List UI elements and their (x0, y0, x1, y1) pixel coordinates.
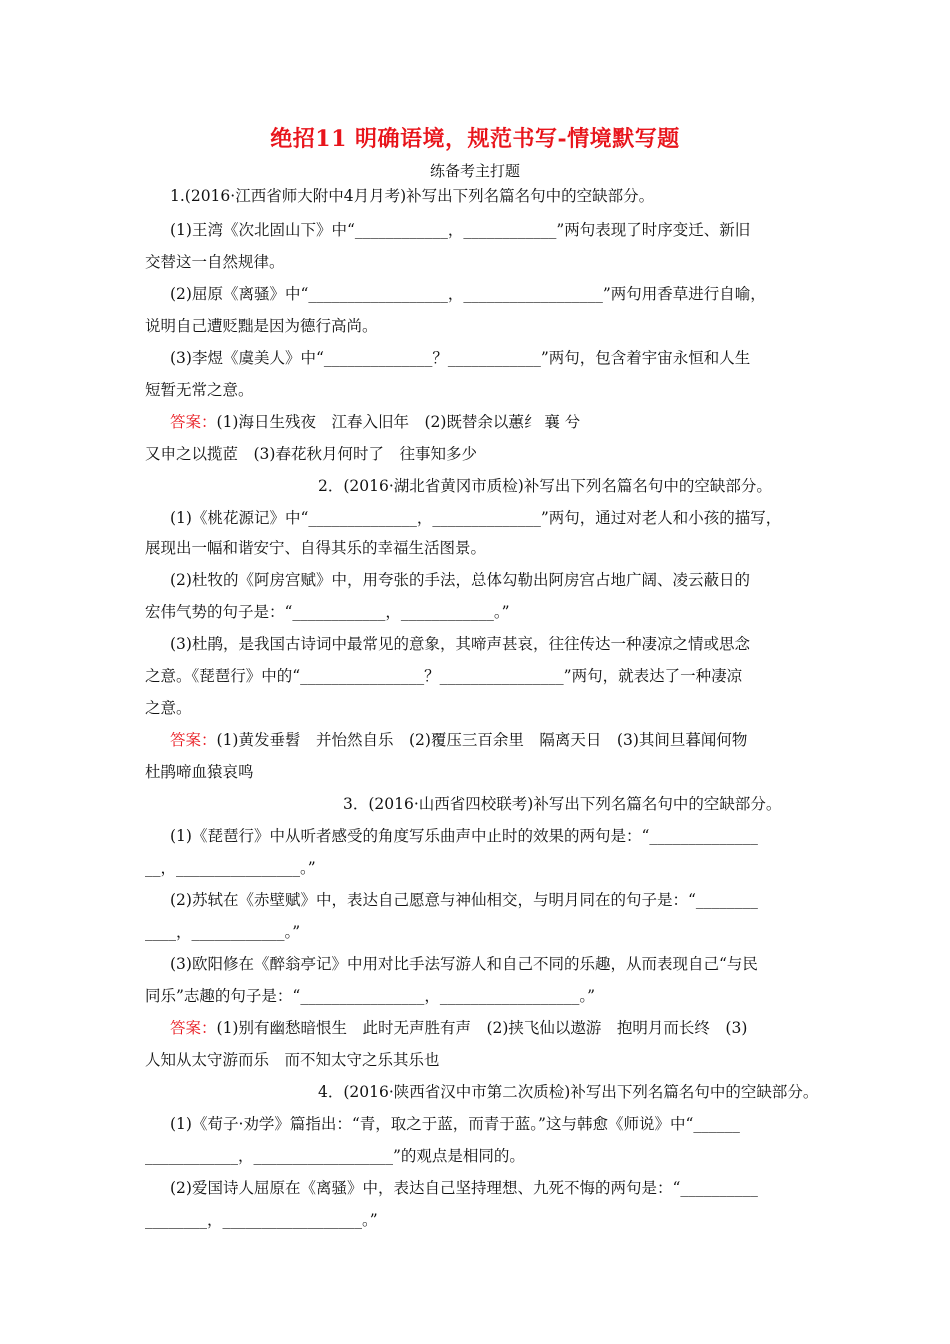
q3-answer-line2: 人知从太守游而乐 而不知太守之乐其乐也 (145, 1051, 440, 1069)
answer-label: 答案： (170, 1019, 217, 1037)
q3-part3-line1: (3)欧阳修在《醉翁亭记》中用对比手法写游人和自己不同的乐趣，从而表现自己“与民 (170, 955, 758, 973)
q1-answer-text: (1)海日生残夜 江春入旧年 (2)既替余以蕙纟 襄 兮 (216, 413, 581, 431)
q3-part1-line2: __，________________。” (145, 859, 316, 877)
page-title: 绝招11 明确语境，规范书写-情境默写题 (270, 126, 680, 152)
answer-label: 答案： (170, 731, 217, 749)
q1-part1-line2: 交替这一自然规律。 (145, 253, 285, 271)
q3-part1-line1: (1)《琵琶行》中从听者感受的角度写乐曲声中止时的效果的两句是：“______________ (170, 827, 758, 845)
q2-answer-line1 (170, 730, 747, 750)
q2-answer-text: (1)黄发垂髫 并怡然自乐 (2)覆压三百余里 隔离天日 (3)其间旦暮闻何物 (216, 731, 748, 749)
q2-part3-line1: (3)杜鹃，是我国古诗词中最常见的意象，其啼声甚哀，往往传达一种凄凉之情或思念 (170, 635, 750, 653)
page-subtitle: 练备考主打题 (429, 162, 520, 180)
q2-stem: 2．(2016·湖北省黄冈市质检)补写出下列名篇名句中的空缺部分。 (318, 477, 772, 495)
q1-answer-line2: 又申之以揽茝 (3)春花秋月何时了 往事知多少 (145, 445, 477, 463)
q3-part2-line2: ____，____________。” (145, 923, 301, 941)
q1-part2-line1: (2)屈原《离骚》中“__________________，__________________”两句用香草进行自喻， (170, 285, 766, 303)
q2-part2-line1: (2)杜牧的《阿房宫赋》中，用夸张的手法，总体勾勒出阿房宫占地广阔、凌云蔽日的 (170, 571, 750, 589)
q3-stem: 3．(2016·山西省四校联考)补写出下列名篇名句中的空缺部分。 (343, 795, 782, 813)
q2-part1-line1: (1)《桃花源记》中“______________，______________”两句，通过对老人和小孩的描写， (170, 509, 782, 527)
q1-answer-line1 (170, 412, 580, 432)
q3-answer-text: (1)别有幽愁暗恨生 此时无声胜有声 (2)挟飞仙以遨游 抱明月而长终 (3) (216, 1019, 748, 1037)
q1-stem: 1.(2016·江西省师大附中4月月考)补写出下列名篇名句中的空缺部分。 (170, 187, 655, 205)
q4-part2-line1: (2)爱国诗人屈原在《离骚》中，表达自己坚持理想、九死不悔的两句是：“__________ (170, 1179, 758, 1197)
q4-part1-line2: ____________，__________________”的观点是相同的。 (145, 1147, 525, 1165)
q1-part2-line2: 说明自己遭贬黜是因为德行高尚。 (145, 317, 378, 335)
q3-answer-line1 (170, 1018, 747, 1038)
q2-part3-line3: 之意。 (145, 699, 192, 717)
q1-part3-line2: 短暂无常之意。 (145, 381, 254, 399)
answer-label: 答案： (170, 413, 217, 431)
q2-part2-line2: 宏伟气势的句子是：“____________，____________。” (145, 603, 510, 621)
q4-part1-line1: (1)《荀子·劝学》篇指出：“青，取之于蓝，而青于蓝。”这与韩愈《师说》中“______ (170, 1115, 740, 1133)
q1-part3-line1: (3)李煜《虞美人》中“______________？____________”两句，包含着宇宙永恒和人生 (170, 349, 751, 367)
q3-part2-line1: (2)苏轼在《赤壁赋》中，表达自己愿意与神仙相交，与明月同在的句子是：“________ (170, 891, 758, 909)
q1-part1-line1: (1)王湾《次北固山下》中“____________，____________”两句表现了时序变迁、新旧 (170, 221, 751, 239)
q2-answer-line2: 杜鹃啼血猿哀鸣 (145, 763, 254, 781)
q2-part3-line2: 之意。《琵琶行》中的“________________？________________”两句，就表达了一种凄凉 (145, 667, 743, 685)
q3-part3-line2: 同乐”志趣的句子是：“________________，__________________。” (145, 987, 596, 1005)
q4-stem: 4．(2016·陕西省汉中市第二次质检)补写出下列名篇名句中的空缺部分。 (318, 1083, 819, 1101)
q4-part2-line2: ________，__________________。” (145, 1211, 378, 1229)
q2-part1-line2: 展现出一幅和谐安宁、自得其乐的幸福生活图景。 (145, 539, 487, 557)
